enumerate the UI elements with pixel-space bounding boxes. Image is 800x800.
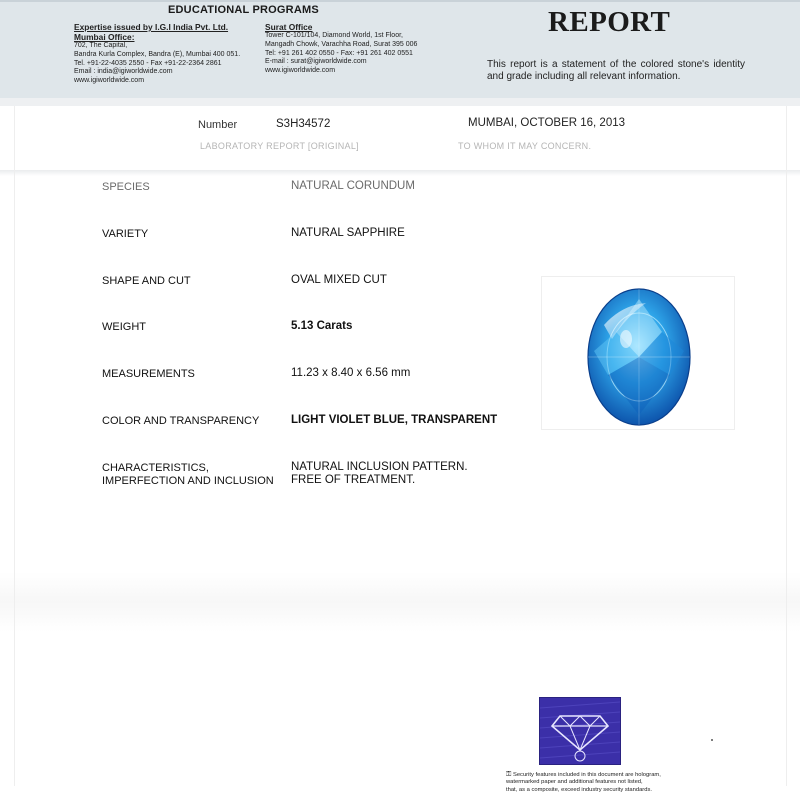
shape-label: SHAPE AND CUT [102,275,191,287]
header-shadow-band [0,98,800,106]
top-rule [0,0,800,2]
security-line: that, as a composite, exceed industry security standards. [506,786,652,793]
page-margin-line [14,106,15,786]
report-number-value: S3H34572 [276,118,331,130]
shape-value: OVAL MIXED CUT [291,274,387,286]
surat-office-heading: Surat Office [265,22,313,32]
security-notice [506,771,666,794]
color-label: COLOR AND TRANSPARENCY [102,415,260,427]
surat-email-line: E-mail : surat@igiworldwide.com [265,58,367,66]
oval-sapphire-image [542,277,734,429]
report-date: MUMBAI, OCTOBER 16, 2013 [468,117,626,129]
key-icon: ⚿ [506,771,512,778]
surat-office-block [265,22,445,76]
surat-phone-line: Tel: +91 261 402 0550 - Fax: +91 261 402 0551 [265,49,413,57]
to-whom-label: TO WHOM IT MAY CONCERN. [458,141,592,151]
weight-value: 5.13 Carats [291,320,353,332]
species-label: SPECIES [102,181,150,193]
laboratory-report-label: LABORATORY REPORT [ORIGINAL] [200,141,359,151]
surat-address-line: Tower C-101/104, Diamond World, 1st Floor, [265,32,403,39]
expertise-heading: Expertise issued by I.G.I India Pvt. Ltd. [74,22,229,32]
diamond-emblem-icon [540,698,620,764]
mumbai-address-line: 702, The Capital, [74,42,128,49]
characteristics-value-line: NATURAL INCLUSION PATTERN. [291,461,468,473]
measurements-label: MEASUREMENTS [102,368,195,380]
mumbai-office-heading: Mumbai Office: [74,32,135,42]
mumbai-phone-line: Tel. +91-22-4035 2550 - Fax +91-22-2364 2861 [74,59,222,67]
variety-label: VARIETY [102,228,149,240]
characteristics-label-line: IMPERFECTION AND INCLUSION [102,475,274,487]
color-value: LIGHT VIOLET BLUE, TRANSPARENT [291,414,498,426]
gemstone-photo [541,276,735,430]
igi-hologram-seal [539,697,621,765]
mumbai-address-line: Bandra Kurla Complex, Bandra (E), Mumbai 400 051. [74,50,241,58]
report-description: This report is a statement of the colored stone's identity and grade including all relevant information. [487,59,745,82]
letterhead [0,0,800,99]
surat-website-line: www.igiworldwide.com [265,67,336,75]
report-title: REPORT [548,6,671,38]
variety-value: NATURAL SAPPHIRE [291,227,405,239]
characteristics-value-line: FREE OF TREATMENT. [291,474,416,486]
mumbai-website-line: www.igiworldwide.com [74,77,145,85]
report-number-label: Number [198,119,238,131]
characteristics-value [291,461,468,487]
security-line: ⚿ Security features included in this document are hologram, [506,771,661,778]
species-value: NATURAL CORUNDUM [291,180,415,192]
paper-fold-lower [0,572,800,632]
measurements-value: 11.23 x 8.40 x 6.56 mm [291,367,411,379]
weight-label: WEIGHT [102,321,146,333]
surat-address-line: Mangadh Chowk, Varachha Road, Surat 395 006 [265,40,418,48]
security-line: watermarked paper and additional features not listed, [506,779,643,786]
mumbai-email-line: Email : india@igiworldwide.com [74,68,173,76]
characteristics-label [102,462,274,488]
page-margin-line [786,106,787,786]
mumbai-office-block [74,22,264,86]
paper-fold [0,170,800,176]
paper-speck [711,739,713,741]
program-title: EDUCATIONAL PROGRAMS [168,4,319,16]
characteristics-label-line: CHARACTERISTICS, [102,462,209,474]
